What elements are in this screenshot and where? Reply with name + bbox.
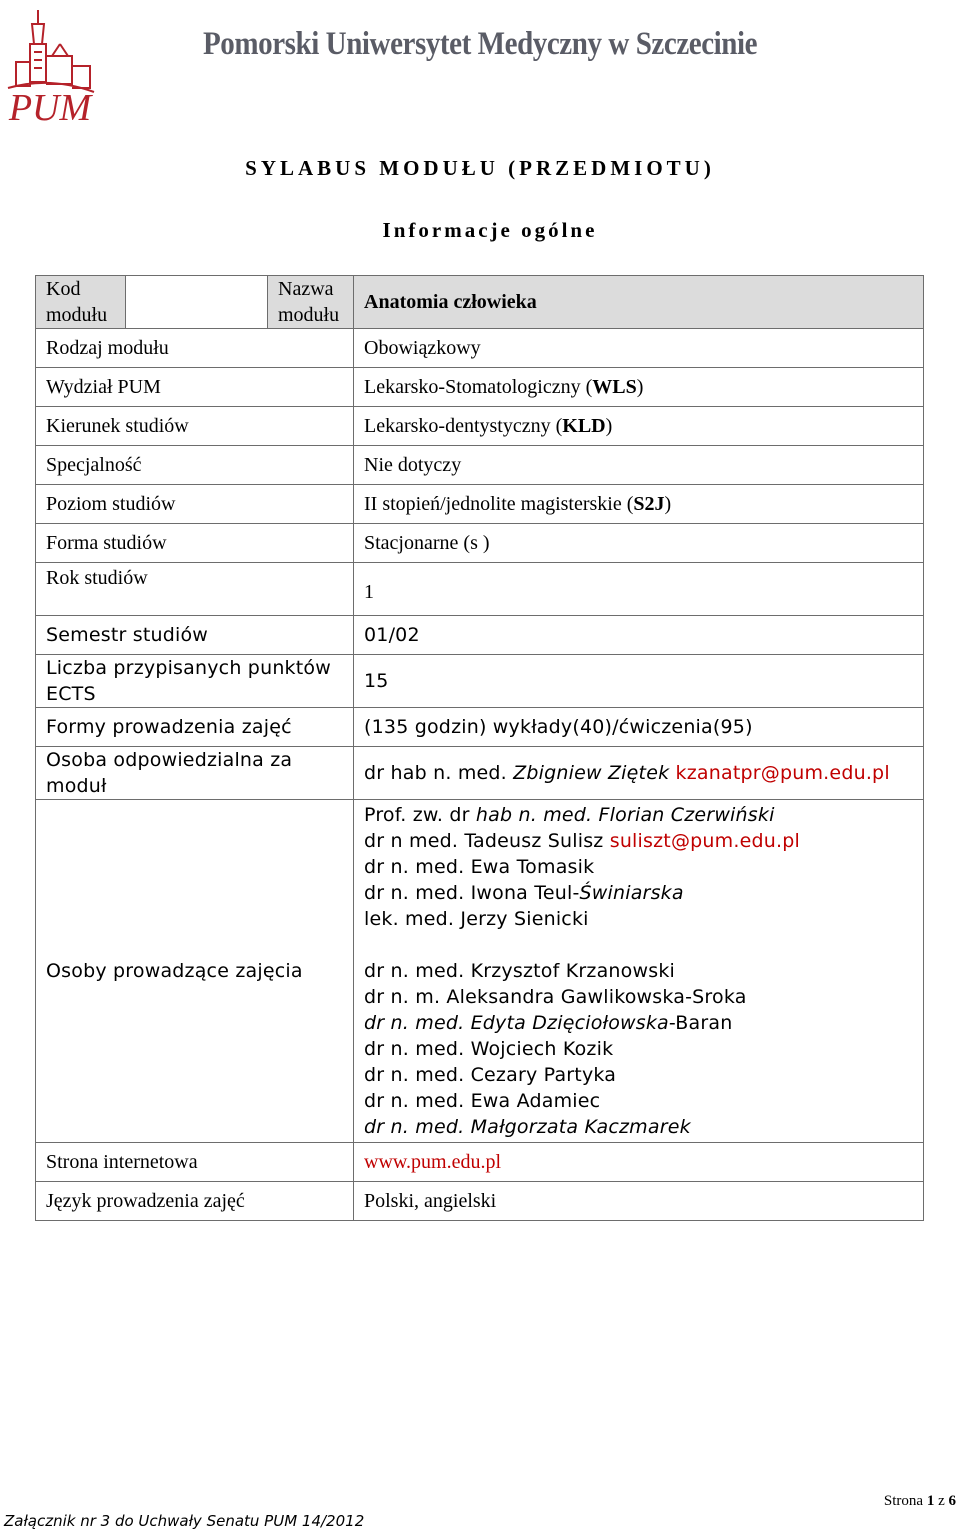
forma-label: Forma studiów <box>46 532 167 554</box>
formy-label: Formy prowadzenia zajęć <box>46 716 292 738</box>
row-poziom <box>36 485 924 524</box>
rodzaj-value: Obowiązkowy <box>364 337 481 359</box>
semestr-label: Semestr studiów <box>46 624 209 646</box>
osoba-name: Zbigniew Ziętek <box>513 762 670 784</box>
osoby-label: Osoby prowadzące zajęcia <box>46 960 303 982</box>
rok-label: Rok studiów <box>46 567 148 589</box>
jezyk-value: Polski, angielski <box>364 1190 497 1212</box>
footer-attachment-note: Załącznik nr 3 do Uchwały Senatu PUM 14/2012 <box>4 1512 365 1530</box>
osoba-label: Osoba odpowiedzialna za moduł <box>46 749 293 797</box>
teacher-item: dr n. med. Ewa Tomasik <box>364 856 595 878</box>
strona-label: Strona internetowa <box>46 1151 198 1173</box>
teacher-item: dr n. med. Cezary Partyka <box>364 1064 617 1086</box>
row-kierunek <box>36 407 924 446</box>
wydzial-value: Lekarsko-Stomatologiczny (WLS) <box>364 376 644 398</box>
teacher-item: dr n med. Tadeusz Sulisz suliszt@pum.edu.pl <box>364 830 800 852</box>
rodzaj-label: Rodzaj modułu <box>46 337 169 359</box>
row-formy <box>36 708 924 747</box>
teacher-item: dr n. med. Wojciech Kozik <box>364 1038 614 1060</box>
document-subtitle: Informacje ogólne <box>382 218 598 242</box>
poziom-value: II stopień/jednolite magisterskie (S2J) <box>364 493 672 515</box>
row-rok <box>36 563 924 616</box>
wydzial-label: Wydział PUM <box>46 376 161 398</box>
teacher-item: lek. med. Jerzy Sienicki <box>364 908 589 930</box>
teacher-item: dr n. med. Małgorzata Kaczmarek <box>364 1116 691 1138</box>
row-semestr <box>36 616 924 655</box>
nazwa-label-cell <box>268 276 354 329</box>
kierunek-value: Lekarsko-dentystyczny (KLD) <box>364 415 613 437</box>
kod-value-cell <box>126 276 268 329</box>
rodzaj-value-cell <box>354 329 924 368</box>
kod-label-cell <box>36 276 126 329</box>
teacher-item: dr n. m. Aleksandra Gawlikowska-Sroka <box>364 986 747 1008</box>
osoba-prefix: dr hab n. med. <box>364 762 514 784</box>
teacher-email-link[interactable]: suliszt@pum.edu.pl <box>609 830 800 852</box>
logo-text: PUM <box>8 87 92 126</box>
pum-logo <box>2 4 98 126</box>
university-name: Pomorski Uniwersytet Medyczny w Szczecinie <box>203 26 758 62</box>
jezyk-label: Język prowadzenia zajęć <box>46 1190 245 1212</box>
nazwa-value-cell <box>354 276 924 329</box>
row-forma <box>36 524 924 563</box>
teachers-list <box>354 800 924 1143</box>
ects-value: 15 <box>364 670 389 692</box>
row-osoby <box>36 800 924 1143</box>
forma-value: Stacjonarne (s ) <box>364 532 490 554</box>
row-jezyk <box>36 1182 924 1221</box>
teacher-item: dr n. med. Edyta Dzięciołowska-Baran <box>364 1012 733 1034</box>
specjalnosc-value: Nie dotyczy <box>364 454 462 476</box>
formy-value: (135 godzin) wykłady(40)/ćwiczenia(95) <box>364 716 753 738</box>
website-link[interactable]: www.pum.edu.pl <box>364 1151 502 1173</box>
osoba-email-link[interactable]: kzanatpr@pum.edu.pl <box>675 762 890 784</box>
nazwa-label: Nazwa modułu <box>278 278 340 326</box>
kierunek-label: Kierunek studiów <box>46 415 189 437</box>
rok-value: 1 <box>364 581 374 603</box>
document-title: SYLABUS MODUŁU (PRZEDMIOTU) <box>245 156 715 180</box>
syllabus-info-table <box>35 275 924 1221</box>
row-osoba <box>36 747 924 800</box>
row-kod-nazwa <box>36 276 924 329</box>
kod-label: Kod modułu <box>46 278 108 326</box>
row-strona <box>36 1143 924 1182</box>
row-rodzaj <box>36 329 924 368</box>
row-ects <box>36 655 924 708</box>
row-wydzial <box>36 368 924 407</box>
ects-label: Liczba przypisanych punktów ECTS <box>46 657 331 705</box>
teacher-item: Prof. zw. dr hab n. med. Florian Czerwiński <box>364 804 775 826</box>
teacher-item: dr n. med. Ewa Adamiec <box>364 1090 601 1112</box>
poziom-label: Poziom studiów <box>46 493 176 515</box>
teacher-item: dr n. med. Krzysztof Krzanowski <box>364 960 676 982</box>
specjalnosc-label: Specjalność <box>46 454 142 476</box>
teacher-item: dr n. med. Iwona Teul-Świniarska <box>364 882 684 904</box>
footer-page-number: Strona 1 z 6 <box>883 1493 956 1509</box>
nazwa-value: Anatomia człowieka <box>364 291 537 313</box>
semestr-value: 01/02 <box>364 624 420 646</box>
row-specjalnosc <box>36 446 924 485</box>
rodzaj-label-cell <box>36 329 354 368</box>
